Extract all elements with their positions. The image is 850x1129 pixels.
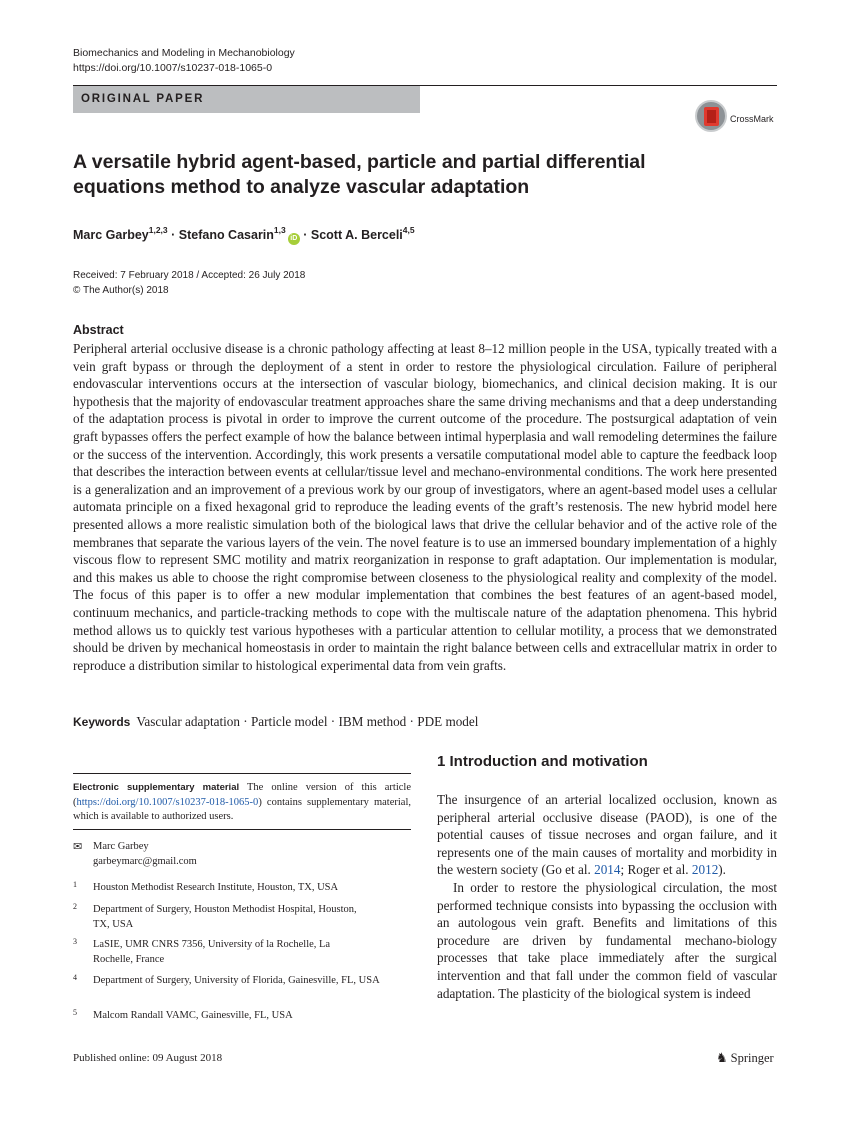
affiliation-text: LaSIE, UMR CNRS 7356, University of la Rochelle, La Rochelle, France xyxy=(93,939,331,965)
intro-paragraph xyxy=(437,791,777,879)
author-affil-sup: 1,3 xyxy=(273,225,286,235)
affiliation-text: Department of Surgery, Houston Methodist Hospital, Houston, TX, USA xyxy=(93,904,357,930)
correspondence-name: Marc Garbey xyxy=(93,841,149,852)
section-heading: 1 Introduction and motivation xyxy=(437,753,648,770)
author-separator: · xyxy=(167,228,179,242)
correspondence-email[interactable]: garbeymarc@gmail.com xyxy=(93,856,197,867)
esm-text-post: ) contains supplementary material, which is available to authorized users. xyxy=(73,796,411,822)
springer-horse-icon: ♞ xyxy=(716,1050,728,1065)
abstract-heading: Abstract xyxy=(73,323,124,337)
keywords-text: Vascular adaptation · Particle model · IBM method · PDE model xyxy=(136,714,479,729)
citation-link[interactable]: 2014 xyxy=(594,862,621,878)
intro-text: ; Roger et al. xyxy=(620,862,692,878)
author-affil-sup: 1,2,3 xyxy=(148,225,168,235)
esm-label: Electronic supplementary material xyxy=(73,782,240,793)
published-online: Published online: 09 August 2018 xyxy=(73,1052,223,1064)
crossmark-label: CrossMark xyxy=(730,114,774,124)
intro-text: ). xyxy=(718,862,726,878)
publisher-name: Springer xyxy=(730,1051,774,1065)
author-list xyxy=(73,225,415,245)
supplementary-note xyxy=(73,781,411,825)
author-separator: · xyxy=(299,228,311,242)
journal-header xyxy=(73,46,295,76)
affiliation-number: 2 xyxy=(73,902,77,911)
affiliation-number: 4 xyxy=(73,973,77,982)
footnote-rule xyxy=(73,773,411,774)
article-type-label: ORIGINAL PAPER xyxy=(81,93,205,105)
journal-name: Biomechanics and Modeling in Mechanobiology xyxy=(73,47,295,59)
author-affil-sup: 4,5 xyxy=(402,225,415,235)
affiliation-text: Malcom Randall VAMC, Gainesville, FL, USA xyxy=(93,1010,293,1021)
affiliation-number: 5 xyxy=(73,1008,77,1017)
author-name: Stefano Casarin xyxy=(178,228,274,242)
abstract-text: Peripheral arterial occlusive disease is a chronic pathology affecting at least 8–12 million people in the USA, typically treated with a vein graft bypass or through the deployment of a stent in order to restore the physiological circulation. Failure of peripheral endovascular interventions occurs at the intersection of vascular biology, biomechanics, and clinical decision making. It is our hypothesis that the majority of endovascular treatment approaches share the same driving mechanisms and that a deep understanding of the adaptation process is pivotal in order to improve the current outcome of the procedure. The postsurgical adaptation of vein graft bypasses offers the perfect example of how the balance between intimal hyperplasia and wall remodeling determines the failure or the success of the intervention. Accordingly, this work presents a versatile computational model able to capture the feedback loop that describes the interaction between events at cellular/tissue level and mechano-environmental conditions. The work here presented is a generalization and an improvement of a previous work by our group of investigators, where an agent-based model uses a cellular automata principle on a fixed hexagonal grid to reproduce the leading events of the graft’s restenosis. The new hybrid model here presented allows a more realistic simulation both of the biological laws that drive the cellular behavior and of the active role of the membranes that separate the various layers of the vein. The novel feature is to use an immersed boundary implementation of a highly viscous flow to represent SMC motility and matrix reorganization in response to graft adaptation. Our implementation is modular, and this makes us able to choose the right compromise between closeness to the physiological reality and complexity of the model. The focus of this paper is to offer a new modular implementation that combines the best features of an agent-based model, continuum mechanics, and particle-tracking methods to cope with the multiscale nature of the adaptation phenomena. This hybrid method allows us to quickly test various hypotheses with a particular attention to cellular motility, a process that we demonstrated should be driven by mechanical homeostasis in order to maintain the right balance between cells and extracellular matrix in order to reproduce a distribution similar to histological experimental data from vein grafts. xyxy=(73,341,777,673)
footnote-rule xyxy=(73,829,411,830)
affiliation-number: 3 xyxy=(73,937,77,946)
copyright-notice: © The Author(s) 2018 xyxy=(73,285,169,296)
keywords-line xyxy=(73,714,478,730)
esm-doi-link[interactable]: https://doi.org/10.1007/s10237-018-1065-0 xyxy=(76,796,259,808)
paper-title: A versatile hybrid agent-based, particle and partial differential equations method to analyze vascular adaptation xyxy=(73,151,646,198)
author-name: Scott A. Berceli xyxy=(310,228,403,242)
intro-body xyxy=(437,791,777,1002)
crossmark-icon xyxy=(695,100,727,132)
keywords-label: Keywords xyxy=(73,715,131,729)
article-doi[interactable]: https://doi.org/10.1007/s10237-018-1065-0 xyxy=(73,62,273,74)
esm-text-pre: The online version of this article ( xyxy=(73,782,411,808)
citation-link[interactable]: 2012 xyxy=(691,862,719,878)
publisher-logo xyxy=(716,1050,774,1066)
received-accepted-dates: Received: 7 February 2018 / Accepted: 26 July 2018 xyxy=(73,270,306,281)
envelope-icon: ✉ xyxy=(73,841,83,853)
affiliation-text: Houston Methodist Research Institute, Houston, TX, USA xyxy=(93,882,339,893)
intro-text: The insurgence of an arterial localized occlusion, known as peripheral arterial occlusive disease (PAOD), is one of the potential causes of tissue necroses and organ failure, and it represents one of the main causes of mortality and morbidity in the western society (Go et al. xyxy=(437,792,777,878)
affiliation-text: Department of Surgery, University of Florida, Gainesville, FL, USA xyxy=(93,975,380,986)
crossmark-badge[interactable] xyxy=(695,100,785,134)
author-name: Marc Garbey xyxy=(73,228,149,242)
article-type-banner xyxy=(73,86,420,113)
orcid-icon[interactable]: iD xyxy=(288,233,300,245)
affiliation-number: 1 xyxy=(73,880,77,889)
intro-paragraph: In order to restore the physiological circulation, the most performed technique consists into bypassing the occlusion with an autologous vein graft. Benefits and limitations of this procedure are driven by fundamental mechano-biology processes that take place immediately after the surgical intervention and that fall under the common field of vascular adaptation. The plasticity of the biological system is indeed xyxy=(437,879,777,1001)
publication-history xyxy=(73,268,305,298)
